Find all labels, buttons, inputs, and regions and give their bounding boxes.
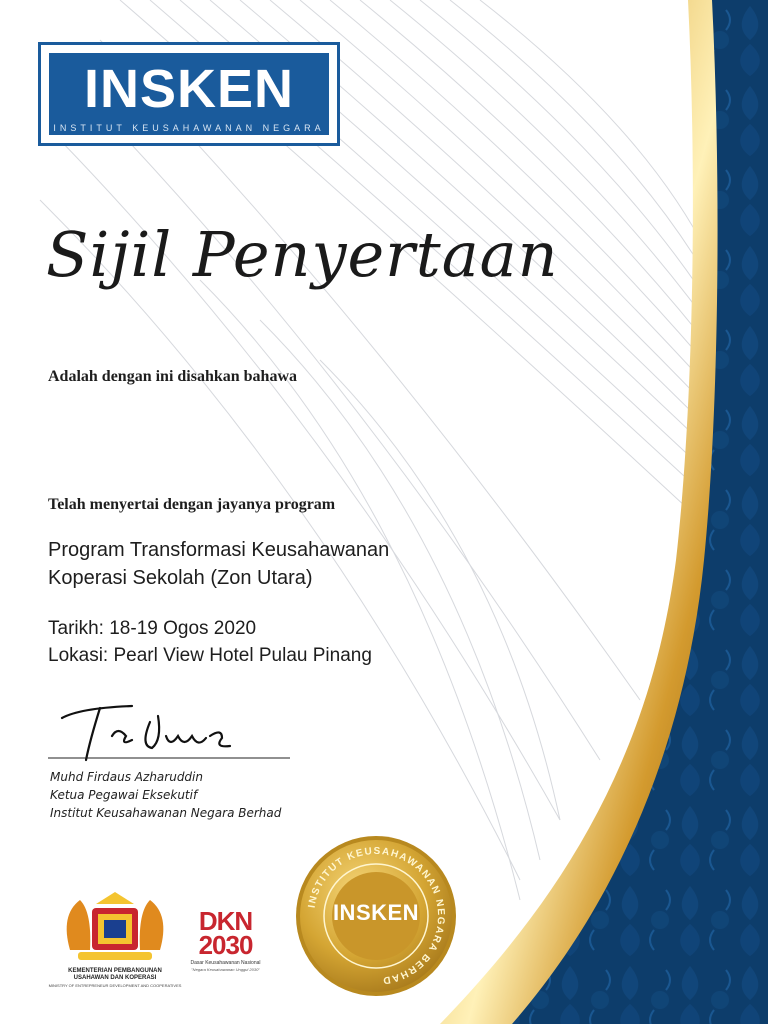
- participated-line: Telah menyertai dengan jayanya program: [48, 496, 336, 513]
- dkn-word: DKN: [198, 906, 253, 936]
- seal-word: INSKEN: [332, 900, 420, 925]
- signatory-organization: Institut Keusahawanan Negara Berhad: [50, 806, 282, 820]
- insken-logo: [38, 42, 340, 146]
- ministry-crest: [67, 892, 164, 960]
- dkn-year: 2030: [198, 930, 253, 960]
- dkn-tagline: "Negara Keusahawanan Unggul 2030": [191, 967, 260, 972]
- dkn-2030-logo: [188, 908, 263, 978]
- ministry-name-line1: KEMENTERIAN PEMBANGUNAN: [68, 968, 162, 974]
- certificate-title: Sijil Penyertaan: [46, 218, 559, 291]
- dkn-subtitle: Dasar Keusahawanan Nasional: [190, 960, 261, 966]
- insken-seal: [296, 836, 456, 996]
- program-name-line1: Program Transformasi Keusahawanan: [48, 539, 390, 561]
- logo-background: [49, 53, 329, 135]
- signatory-position: Ketua Pegawai Eksekutif: [50, 788, 198, 802]
- ministry-name-line2: USAHAWAN DAN KOPERASI: [73, 975, 157, 981]
- logo-subtitle: INSTITUT KEUSAHAWANAN NEGARA: [53, 123, 325, 133]
- program-date: Tarikh: 18-19 Ogos 2020: [48, 618, 257, 639]
- ministry-name-english: MINISTRY OF ENTREPRENEUR DEVELOPMENT AND COOPERATIVES: [48, 983, 182, 988]
- certify-line: Adalah dengan ini disahkan bahawa: [48, 368, 297, 385]
- seal-ring-label: INSTITUT KEUSAHAWANAN NEGARA BERHAD: [306, 845, 447, 986]
- logo-word: INSKEN: [83, 59, 295, 119]
- ministry-name: [40, 968, 190, 982]
- signatory-name: Muhd Firdaus Azharuddin: [50, 770, 203, 784]
- program-location: Lokasi: Pearl View Hotel Pulau Pinang: [48, 645, 372, 666]
- program-name-line2: Koperasi Sekolah (Zon Utara): [48, 567, 313, 589]
